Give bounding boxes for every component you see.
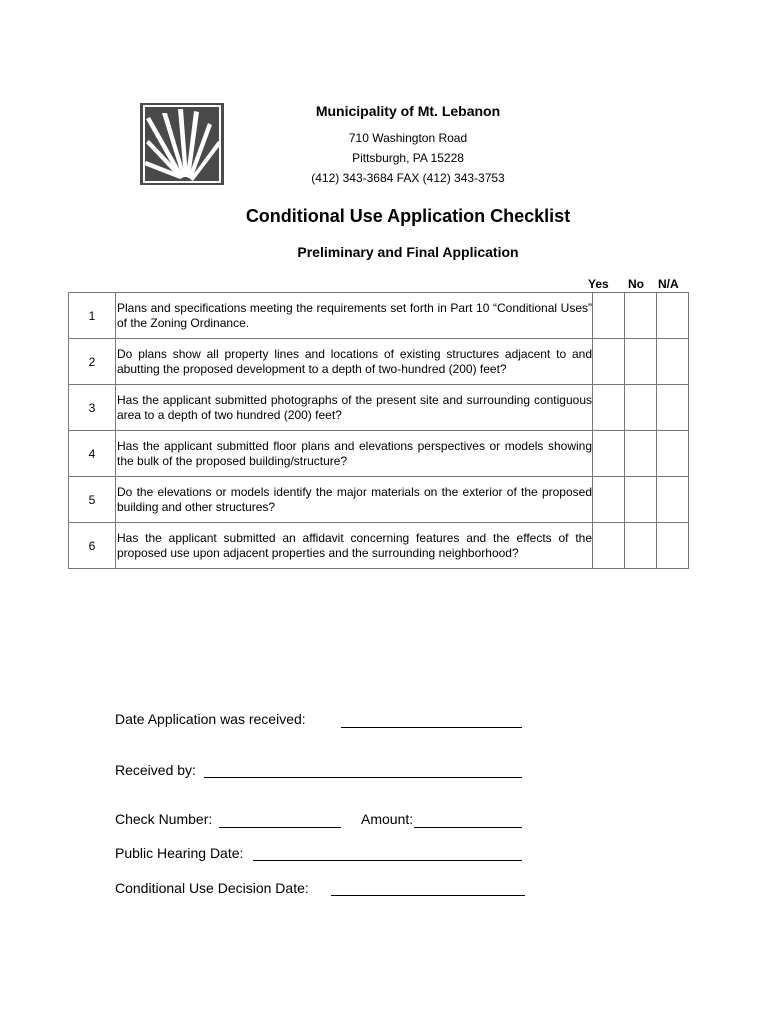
column-header-na: N/A [658, 277, 679, 291]
na-checkbox[interactable] [657, 431, 689, 477]
yes-checkbox[interactable] [593, 523, 625, 569]
column-header-no: No [628, 277, 644, 291]
item-question: Has the applicant submitted an affidavit concerning features and the effects of the proposed use upon adjacent properties and the surrounding neighborhood? [116, 523, 593, 569]
na-checkbox[interactable] [657, 523, 689, 569]
page-subtitle: Preliminary and Final Application [297, 244, 519, 260]
checklist-table [68, 292, 689, 569]
na-checkbox[interactable] [657, 477, 689, 523]
item-question: Has the applicant submitted photographs of the present site and surrounding contiguous area to a depth of two hundred (200) feet? [116, 385, 593, 431]
item-number: 1 [69, 293, 116, 339]
yes-checkbox[interactable] [593, 431, 625, 477]
checklist-row [69, 339, 689, 385]
item-number: 2 [69, 339, 116, 385]
item-number: 5 [69, 477, 116, 523]
received-by-line[interactable] [204, 777, 522, 778]
checklist-row [69, 293, 689, 339]
checklist-row [69, 431, 689, 477]
item-question: Plans and specifications meeting the requirements set forth in Part 10 “Conditional Uses” of the Zoning Ordinance. [116, 293, 593, 339]
date-received-line[interactable] [341, 727, 522, 728]
na-checkbox[interactable] [657, 385, 689, 431]
item-question: Do plans show all property lines and locations of existing structures adjacent to and abutting the proposed development to a depth of two-hundred (200) feet? [116, 339, 593, 385]
address-line-1: 710 Washington Road [348, 131, 468, 145]
received-by-label: Received by: [115, 762, 196, 778]
no-checkbox[interactable] [625, 293, 657, 339]
date-received-label: Date Application was received: [115, 711, 306, 727]
amount-label: Amount: [361, 811, 414, 827]
yes-checkbox[interactable] [593, 293, 625, 339]
item-number: 4 [69, 431, 116, 477]
no-checkbox[interactable] [625, 477, 657, 523]
yes-checkbox[interactable] [593, 385, 625, 431]
checklist-row [69, 523, 689, 569]
hearing-date-label: Public Hearing Date: [115, 845, 244, 861]
na-checkbox[interactable] [657, 293, 689, 339]
item-question: Has the applicant submitted floor plans and elevations perspectives or models showing the bulk of the proposed building/structure? [116, 431, 593, 477]
yes-checkbox[interactable] [593, 477, 625, 523]
organization-name: Municipality of Mt. Lebanon [315, 103, 501, 119]
check-number-label: Check Number: [115, 811, 213, 827]
address-line-2: Pittsburgh, PA 15228 [352, 151, 464, 165]
checklist-row [69, 385, 689, 431]
item-number: 6 [69, 523, 116, 569]
hearing-date-line[interactable] [253, 860, 522, 861]
page-title: Conditional Use Application Checklist [245, 206, 571, 226]
phone-fax: (412) 343-3684 FAX (412) 343-3753 [311, 171, 505, 185]
decision-date-label: Conditional Use Decision Date: [115, 880, 309, 896]
column-header-yes: Yes [588, 277, 609, 291]
decision-date-line[interactable] [331, 895, 525, 896]
checklist-row [69, 477, 689, 523]
no-checkbox[interactable] [625, 523, 657, 569]
no-checkbox[interactable] [625, 385, 657, 431]
yes-checkbox[interactable] [593, 339, 625, 385]
check-number-line[interactable] [219, 827, 341, 828]
na-checkbox[interactable] [657, 339, 689, 385]
no-checkbox[interactable] [625, 431, 657, 477]
item-number: 3 [69, 385, 116, 431]
item-question: Do the elevations or models identify the major materials on the exterior of the proposed building and other structures? [116, 477, 593, 523]
no-checkbox[interactable] [625, 339, 657, 385]
amount-line[interactable] [414, 827, 522, 828]
